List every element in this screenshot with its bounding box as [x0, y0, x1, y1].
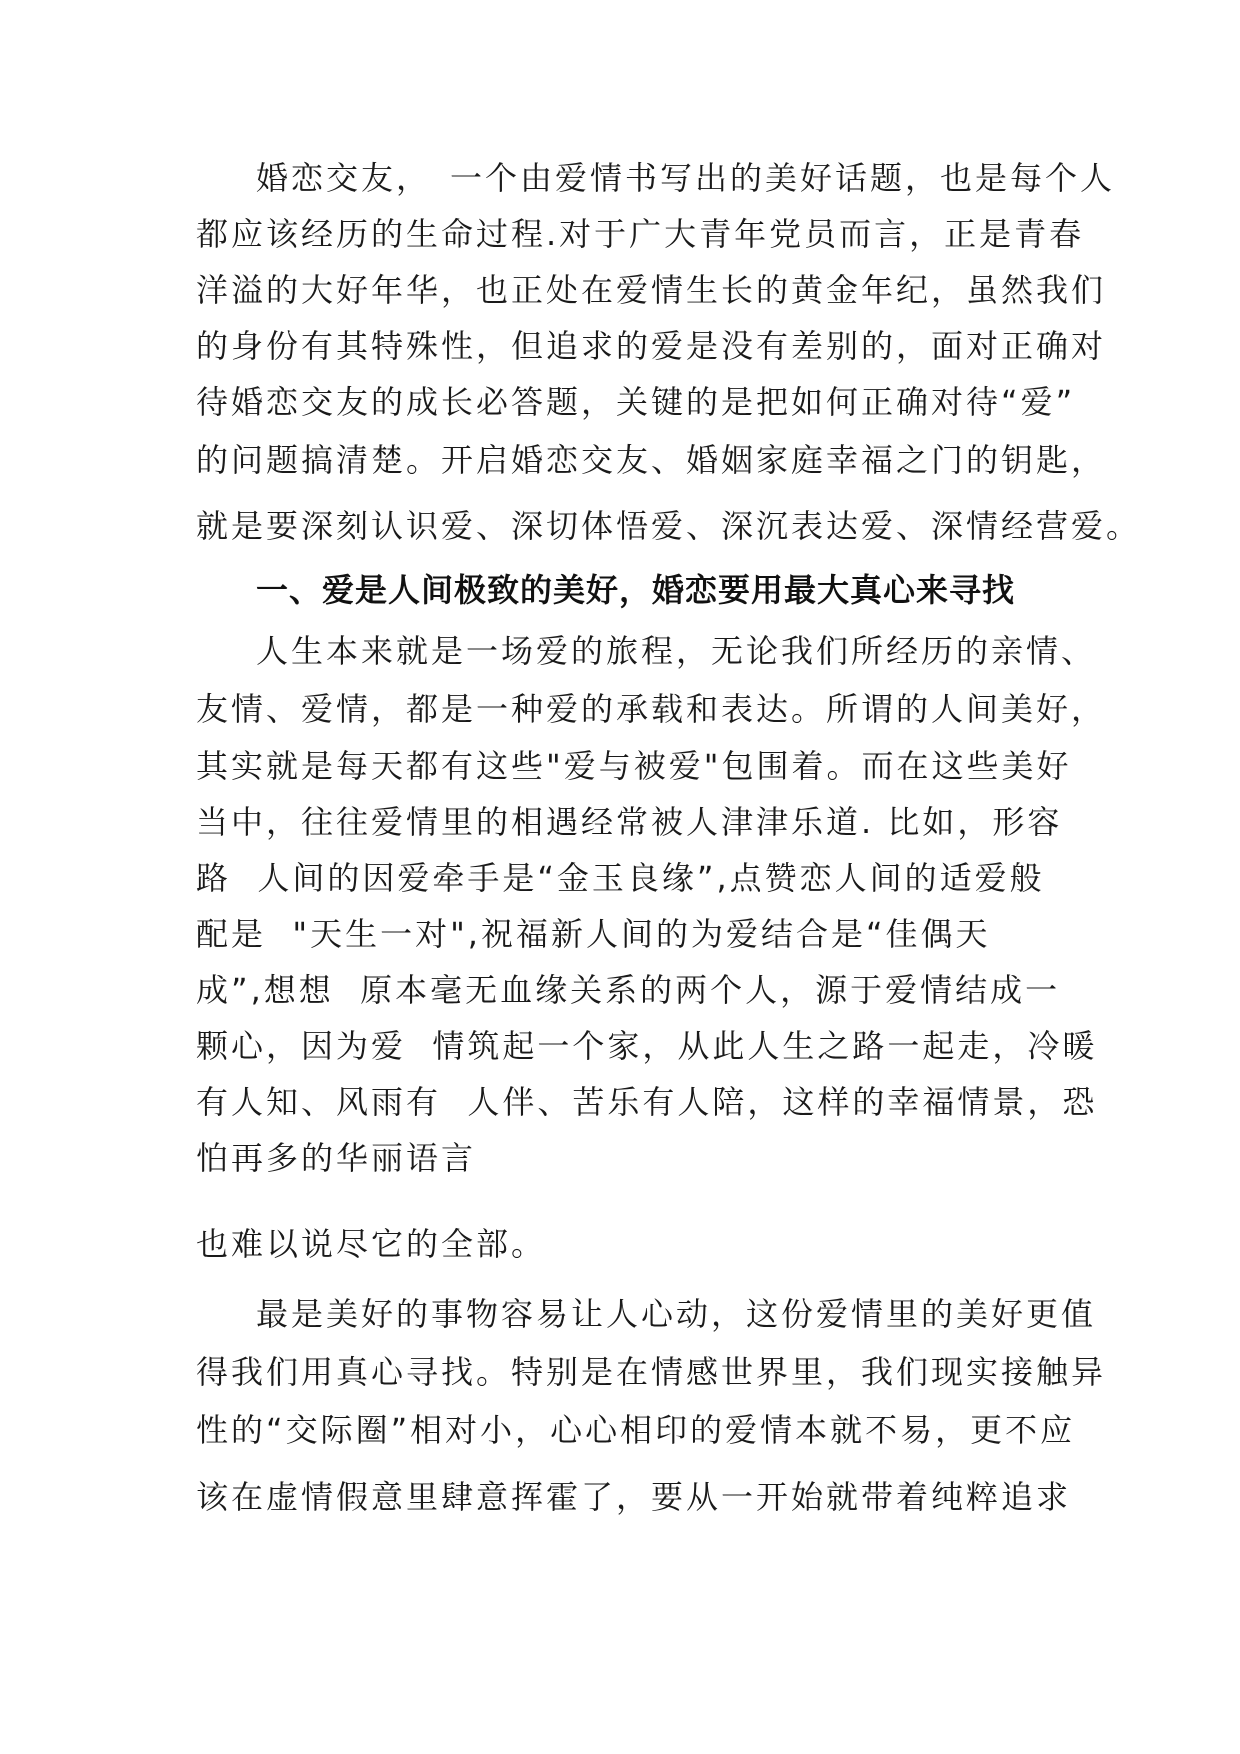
section1-p1-line-5: 路 人间的因爱牵手是“金玉良缘”,点赞恋人间的适爱般	[196, 859, 1045, 897]
section1-p1-line-1: 人生本来就是一场爱的旅程，无论我们所经历的亲情、	[256, 632, 1097, 670]
intro-line-4: 的身份有其特殊性，但追求的爱是没有差别的，面对正确对	[196, 327, 1107, 365]
intro-line-3: 洋溢的大好年华，也正处在爱情生长的黄金年纪，虽然我们	[196, 271, 1107, 309]
section1-p1-line-3: 其实就是每天都有这些"爱与被爱"包围着。而在这些美好	[196, 747, 1072, 785]
section1-p2-line-4: 该在虚情假意里肆意挥霍了，要从一开始就带着纯粹追求	[196, 1478, 1072, 1516]
section1-p1-line-10: 怕再多的华丽语言	[196, 1139, 477, 1177]
section1-p1-line-7: 成”,想想 原本毫无血缘关系的两个人，源于爱情结成一	[196, 971, 1061, 1009]
intro-line-5: 待婚恋交友的成长必答题，关键的是把如何正确对待“爱”	[196, 383, 1076, 421]
section1-p1-tail: 也难以说尽它的全部。	[196, 1225, 547, 1263]
section1-p2-line-1: 最是美好的事物容易让人心动，这份爱情里的美好更值	[256, 1295, 1097, 1333]
intro-line-6: 的问题搞清楚。开启婚恋交友、婚姻家庭幸福之门的钥匙，	[196, 441, 1107, 479]
section1-p1-line-2: 友情、爱情，都是一种爱的承载和表达。所谓的人间美好，	[196, 690, 1107, 728]
section1-p1-line-8: 颗心，因为爱 情筑起一个家，从此人生之路一起走，冷暖	[196, 1027, 1098, 1065]
intro-line-7: 就是要深刻认识爱、深切体悟爱、深沉表达爱、深情经营爱。	[196, 507, 1142, 545]
section1-p1-line-4: 当中，往往爱情里的相遇经常被人津津乐道. 比如，形容	[196, 803, 1063, 841]
section1-p1-line-6: 配是 "天生一对",祝福新人间的为爱结合是“佳偶天	[196, 915, 991, 953]
section1-p1-line-9: 有人知、风雨有 人伴、苦乐有人陪，这样的幸福情景，恐	[196, 1083, 1098, 1121]
intro-line-2: 都应该经历的生命过程.对于广大青年党员而言，正是青春	[196, 215, 1085, 253]
section1-p2-line-2: 得我们用真心寻找。特别是在情感世界里，我们现实接触异	[196, 1353, 1107, 1391]
section1-p2-line-3: 性的“交际圈”相对小，心心相印的爱情本就不易，更不应	[196, 1411, 1076, 1449]
intro-line-1: 婚恋交友， 一个由爱情书写出的美好话题，也是每个人	[256, 159, 1116, 197]
section-heading: 一、爱是人间极致的美好，婚恋要用最大真心来寻找	[256, 571, 1016, 609]
